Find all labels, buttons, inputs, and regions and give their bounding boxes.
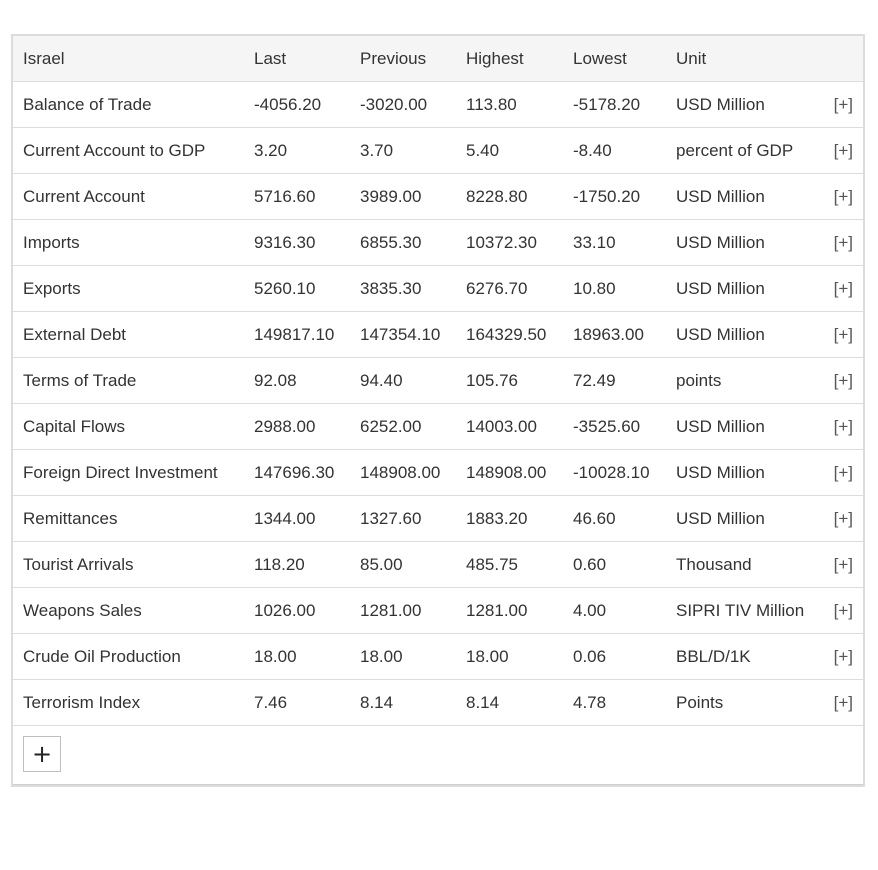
value-last: 147696.30 [244,450,350,496]
value-previous: 3835.30 [350,266,456,312]
value-unit: points [666,358,817,404]
value-unit: percent of GDP [666,128,817,174]
expand-link[interactable]: [+] [817,496,863,542]
expand-link[interactable]: [+] [817,450,863,496]
add-indicator-button[interactable]: + [23,736,61,772]
value-lowest: 4.78 [563,680,666,726]
table-row [13,450,863,496]
indicator-name[interactable]: Exports [13,266,244,312]
value-lowest: -10028.10 [563,450,666,496]
value-lowest: 72.49 [563,358,666,404]
value-previous: 1281.00 [350,588,456,634]
value-highest: 10372.30 [456,220,563,266]
expand-link[interactable]: [+] [817,542,863,588]
value-previous: 147354.10 [350,312,456,358]
value-last: 1026.00 [244,588,350,634]
indicator-name[interactable]: Imports [13,220,244,266]
expand-link[interactable]: [+] [817,220,863,266]
value-unit: SIPRI TIV Million [666,588,817,634]
expand-link[interactable]: [+] [817,680,863,726]
table-row [13,220,863,266]
value-highest: 113.80 [456,82,563,128]
value-last: 9316.30 [244,220,350,266]
value-highest: 8.14 [456,680,563,726]
value-highest: 148908.00 [456,450,563,496]
value-highest: 6276.70 [456,266,563,312]
value-highest: 18.00 [456,634,563,680]
table-row [13,82,863,128]
indicator-name[interactable]: Terms of Trade [13,358,244,404]
indicator-name[interactable]: Remittances [13,496,244,542]
expand-link[interactable]: [+] [817,312,863,358]
value-last: 1344.00 [244,496,350,542]
value-previous: 85.00 [350,542,456,588]
table-row [13,542,863,588]
table-row [13,404,863,450]
header-highest: Highest [456,36,563,82]
value-highest: 8228.80 [456,174,563,220]
expand-link[interactable]: [+] [817,404,863,450]
value-last: 7.46 [244,680,350,726]
value-highest: 1883.20 [456,496,563,542]
value-unit: Thousand [666,542,817,588]
value-highest: 5.40 [456,128,563,174]
value-last: 2988.00 [244,404,350,450]
value-previous: 6855.30 [350,220,456,266]
table-row [13,496,863,542]
value-previous: 6252.00 [350,404,456,450]
value-lowest: 33.10 [563,220,666,266]
indicator-name[interactable]: Terrorism Index [13,680,244,726]
header-last: Last [244,36,350,82]
indicators-table [13,36,863,726]
expand-link[interactable]: [+] [817,588,863,634]
table-header-row [13,36,863,82]
expand-link[interactable]: [+] [817,266,863,312]
value-previous: 18.00 [350,634,456,680]
header-unit: Unit [666,36,817,82]
table-row [13,680,863,726]
expand-link[interactable]: [+] [817,634,863,680]
expand-link[interactable]: [+] [817,174,863,220]
table-row [13,634,863,680]
indicator-name[interactable]: Current Account to GDP [13,128,244,174]
table-row [13,128,863,174]
header-expand [817,36,863,82]
value-lowest: 0.06 [563,634,666,680]
value-last: 5260.10 [244,266,350,312]
value-unit: USD Million [666,404,817,450]
value-last: 18.00 [244,634,350,680]
table-body [13,82,863,726]
value-previous: 3.70 [350,128,456,174]
value-lowest: -5178.20 [563,82,666,128]
expand-link[interactable]: [+] [817,358,863,404]
value-highest: 164329.50 [456,312,563,358]
value-lowest: 10.80 [563,266,666,312]
expand-link[interactable]: [+] [817,128,863,174]
value-unit: USD Million [666,312,817,358]
value-lowest: -8.40 [563,128,666,174]
value-previous: 3989.00 [350,174,456,220]
value-last: 118.20 [244,542,350,588]
indicator-name[interactable]: Foreign Direct Investment [13,450,244,496]
table-row [13,588,863,634]
value-unit: USD Million [666,174,817,220]
indicator-name[interactable]: Crude Oil Production [13,634,244,680]
indicator-name[interactable]: Weapons Sales [13,588,244,634]
value-lowest: -3525.60 [563,404,666,450]
value-lowest: 0.60 [563,542,666,588]
indicator-name[interactable]: Current Account [13,174,244,220]
value-previous: -3020.00 [350,82,456,128]
value-last: 149817.10 [244,312,350,358]
value-highest: 14003.00 [456,404,563,450]
header-country: Israel [13,36,244,82]
value-highest: 485.75 [456,542,563,588]
value-lowest: -1750.20 [563,174,666,220]
indicator-name[interactable]: External Debt [13,312,244,358]
value-last: 3.20 [244,128,350,174]
value-last: 5716.60 [244,174,350,220]
value-unit: Points [666,680,817,726]
table-row [13,174,863,220]
value-lowest: 46.60 [563,496,666,542]
table-row [13,358,863,404]
expand-link[interactable]: [+] [817,82,863,128]
value-previous: 148908.00 [350,450,456,496]
table-footer [13,726,863,785]
indicators-panel [11,34,865,787]
table-row [13,312,863,358]
table-row [13,266,863,312]
header-previous: Previous [350,36,456,82]
value-previous: 8.14 [350,680,456,726]
indicator-name[interactable]: Capital Flows [13,404,244,450]
value-unit: USD Million [666,496,817,542]
header-lowest: Lowest [563,36,666,82]
value-last: -4056.20 [244,82,350,128]
value-unit: BBL/D/1K [666,634,817,680]
value-previous: 94.40 [350,358,456,404]
value-highest: 105.76 [456,358,563,404]
indicator-name[interactable]: Tourist Arrivals [13,542,244,588]
value-unit: USD Million [666,266,817,312]
value-unit: USD Million [666,82,817,128]
value-last: 92.08 [244,358,350,404]
value-highest: 1281.00 [456,588,563,634]
value-lowest: 18963.00 [563,312,666,358]
value-unit: USD Million [666,450,817,496]
indicator-name[interactable]: Balance of Trade [13,82,244,128]
value-previous: 1327.60 [350,496,456,542]
value-lowest: 4.00 [563,588,666,634]
value-unit: USD Million [666,220,817,266]
